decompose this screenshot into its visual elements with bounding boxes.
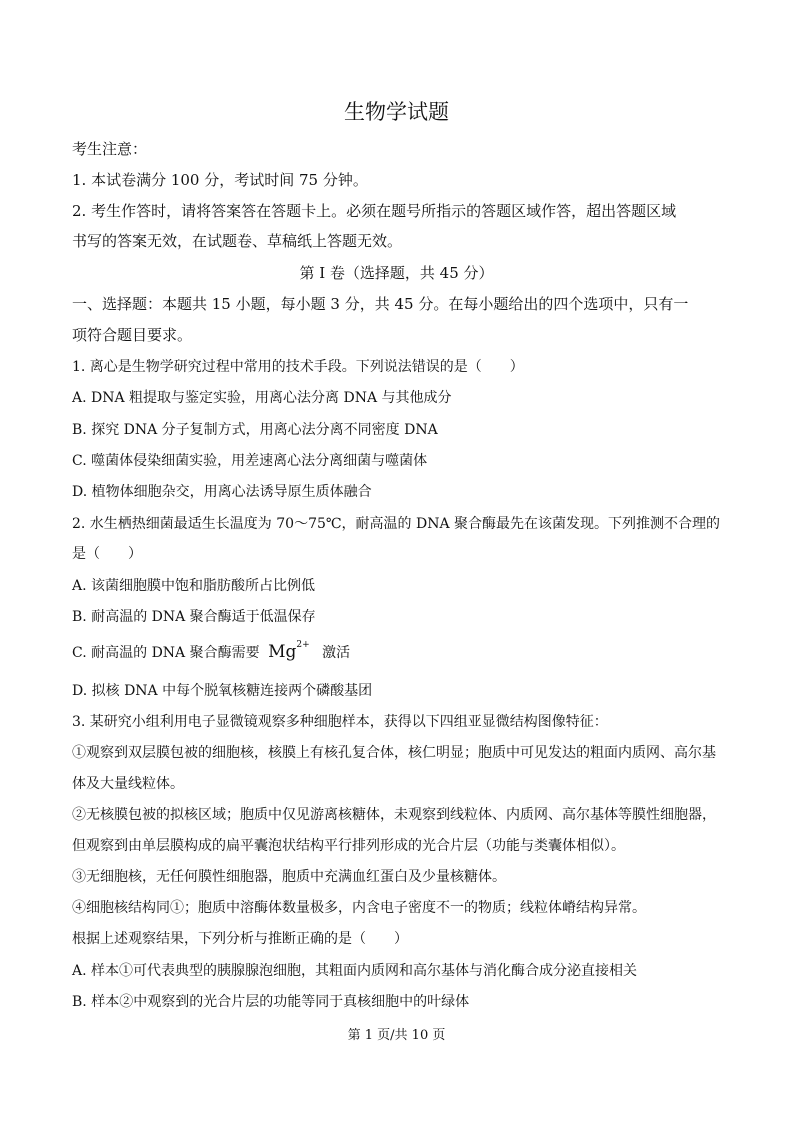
question-2-option-b: B. 耐高温的 DNA 聚合酶适于低温保存	[72, 609, 316, 625]
question-2-stem-line-2: 是（ ）	[72, 546, 142, 562]
section-instructions-line-2: 项符合题目要求。	[72, 326, 193, 344]
question-3-option-a: A. 样本①可代表典型的胰腺腺泡细胞，其粗面内质网和高尔基体与消化酶合成分泌直接相关	[72, 963, 638, 979]
question-1-stem: 1. 离心是生物学研究过程中常用的技术手段。下列说法错误的是（ ）	[72, 359, 524, 375]
question-2-stem-line-1: 2. 水生栖热细菌最适生长温度为 70～75℃，耐高温的 DNA 聚合酶最先在该菌发现。下列推测不合理的	[72, 516, 721, 532]
question-3-observation-1-line-1: ①观察到双层膜包被的细胞核，核膜上有核孔复合体，核仁明显；胞质中可见发达的粗面内质网、高尔基	[72, 745, 716, 761]
question-2-option-c-suffix: 激活	[322, 645, 351, 661]
question-3-observation-1-line-2: 体及大量线粒体。	[72, 776, 184, 792]
question-3-observation-2-line-2: 但观察到由单层膜构成的扁平囊泡状结构平行排列形成的光合片层（功能与类囊体相似）。	[72, 838, 625, 854]
question-2-option-c-text: C. 耐高温的 DNA 聚合酶需要	[72, 645, 260, 661]
question-1-option-d: D. 植物体细胞杂交，用离心法诱导原生质体融合	[72, 484, 372, 500]
notice-heading: 考生注意：	[72, 140, 148, 158]
question-2-option-a: A. 该菌细胞膜中饱和脂肪酸所占比例低	[72, 578, 316, 594]
section-title: 第 I 卷（选择题，共 45 分）	[299, 264, 494, 282]
question-2-option-d: D. 拟核 DNA 中每个脱氧核糖连接两个磷酸基团	[72, 683, 373, 699]
question-1-option-b: B. 探究 DNA 分子复制方式，用离心法分离不同密度 DNA	[72, 422, 438, 438]
question-1-option-c: C. 噬菌体侵染细菌实验，用差速离心法分离细菌与噬菌体	[72, 453, 428, 469]
question-2-option-c	[72, 642, 350, 662]
section-instructions-line-1: 一、选择题：本题共 15 小题，每小题 3 分，共 45 分。在每小题给出的四个选项中，只有一	[72, 295, 689, 313]
question-3-observation-3: ③无细胞核，无任何膜性细胞器，胞质中充满血红蛋白及少量核糖体。	[72, 869, 506, 885]
magnesium-charge: 2+	[296, 640, 310, 650]
question-1-option-a: A. DNA 粗提取与鉴定实验，用离心法分离 DNA 与其他成分	[72, 390, 452, 406]
question-3-observation-2-line-1: ②无核膜包被的拟核区域；胞质中仅见游离核糖体，未观察到线粒体、内质网、高尔基体等膜性细胞器，	[72, 807, 716, 823]
magnesium-ion-symbol	[268, 642, 310, 662]
question-3-stem: 3. 某研究小组利用电子显微镜观察多种细胞样本，获得以下四组亚显微结构图像特征：	[72, 714, 608, 730]
notice-item-2-line-2: 书写的答案无效，在试题卷、草稿纸上答题无效。	[72, 232, 403, 250]
notice-item-2-line-1: 2. 考生作答时，请将答案答在答题卡上。必须在题号所指示的答题区域作答，超出答题区域	[72, 202, 677, 220]
page-footer: 第 1 页/共 10 页	[347, 1028, 446, 1043]
notice-item-1: 1. 本试卷满分 100 分，考试时间 75 分钟。	[72, 171, 368, 189]
question-3-prompt: 根据上述观察结果，下列分析与推断正确的是（ ）	[72, 931, 408, 947]
question-3-option-b: B. 样本②中观察到的光合片层的功能等同于真核细胞中的叶绿体	[72, 994, 470, 1010]
question-3-observation-4: ④细胞核结构同①；胞质中溶酶体数量极多，内含电子密度不一的物质；线粒体嵴结构异常。	[72, 900, 646, 916]
magnesium-element: Mg	[268, 642, 297, 662]
page-title: 生物学试题	[344, 100, 449, 124]
